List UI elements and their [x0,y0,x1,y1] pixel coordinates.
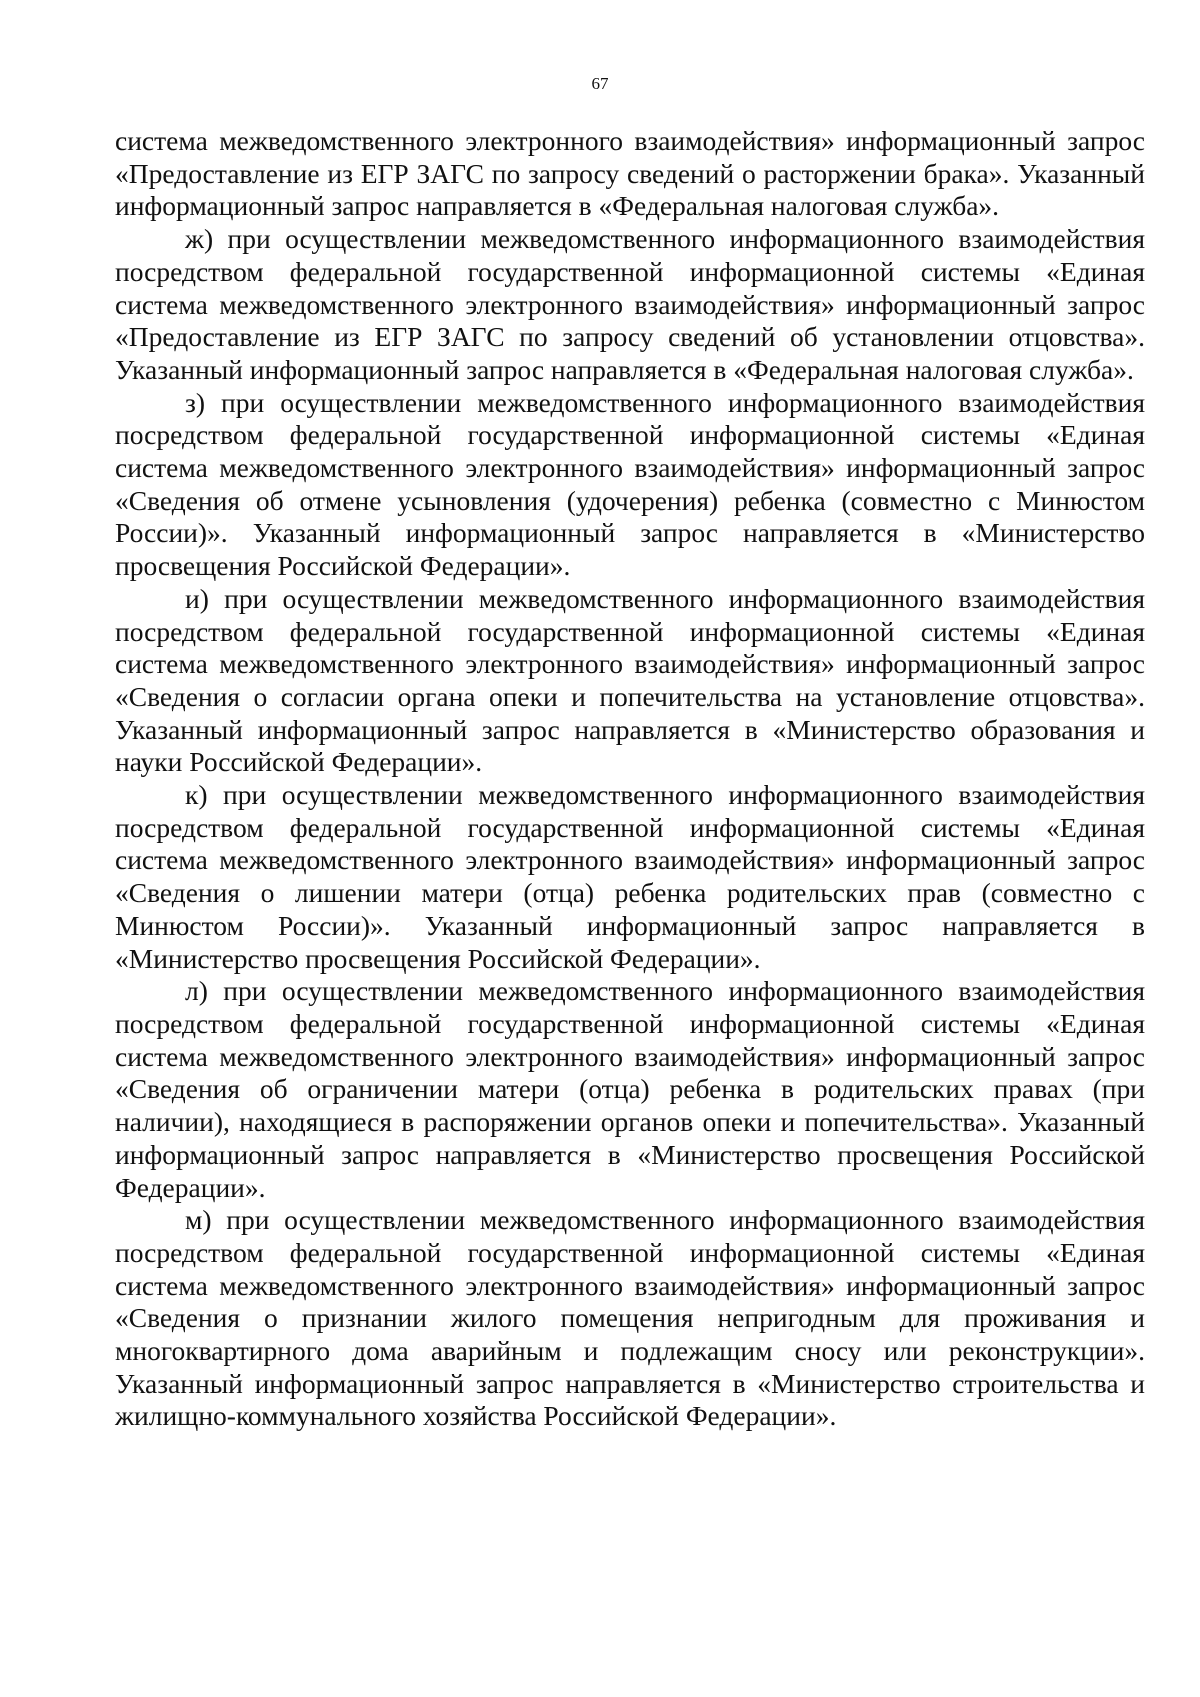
paragraph-item-i: и) при осуществлении межведомственного информационного взаимодействия посредством федеральной государственной информационной системы «Единая система межведомственного электронного взаимодействия» информационный запрос «Сведения о согласии органа опеки и попечительства на установление отцовства». Указанный информационный запрос направляется в «Министерство образования и науки Российской Федерации». [115,582,1145,778]
page-number: 67 [591,74,609,93]
paragraph-continuation: система межведомственного электронного взаимодействия» информационный запрос «Предоставление из ЕГР ЗАГС по запросу сведений о расторжении брака». Указанный информационный запрос направляется в «Федеральная налоговая служба». [115,125,1145,222]
paragraph-item-l: л) при осуществлении межведомственного информационного взаимодействия посредством федеральной государственной информационной системы «Единая система межведомственного электронного взаимодействия» информационный запрос «Сведения об ограничении матери (отца) ребенка в родительских правах (при наличии), находящиеся в распоряжении органов опеки и попечительства». Указанный информационный запрос направляется в «Министерство просвещения Российской Федерации». [115,975,1145,1203]
document-body [115,125,1145,1433]
paragraph-item-k: к) при осуществлении межведомственного информационного взаимодействия посредством федеральной государственной информационной системы «Единая система межведомственного электронного взаимодействия» информационный запрос «Сведения о лишении матери (отца) ребенка родительских прав (совместно с Минюстом России)». Указанный информационный запрос направляется в «Министерство просвещения Российской Федерации». [115,779,1145,974]
paragraph-item-z: з) при осуществлении межведомственного информационного взаимодействия посредством федеральной государственной информационной системы «Единая система межведомственного электронного взаимодействия» информационный запрос «Сведения об отмене усыновления (удочерения) ребенка (совместно с Минюстом России)». Указанный информационный запрос направляется в «Министерство просвещения Российской Федерации». [115,386,1145,582]
paragraph-item-zh: ж) при осуществлении межведомственного информационного взаимодействия посредством федеральной государственной информационной системы «Единая система межведомственного электронного взаимодействия» информационный запрос «Предоставление из ЕГР ЗАГС по запросу сведений об установлении отцовства». Указанный информационный запрос направляется в «Федеральная налоговая служба». [115,223,1145,385]
paragraph-item-m: м) при осуществлении межведомственного информационного взаимодействия посредством федеральной государственной информационной системы «Единая система межведомственного электронного взаимодействия» информационный запрос «Сведения о признании жилого помещения непригодным для проживания и многоквартирного дома аварийным и подлежащим сносу или реконструкции». Указанный информационный запрос направляется в «Министерство строительства и жилищно-коммунального хозяйства Российской Федерации». [115,1204,1145,1432]
